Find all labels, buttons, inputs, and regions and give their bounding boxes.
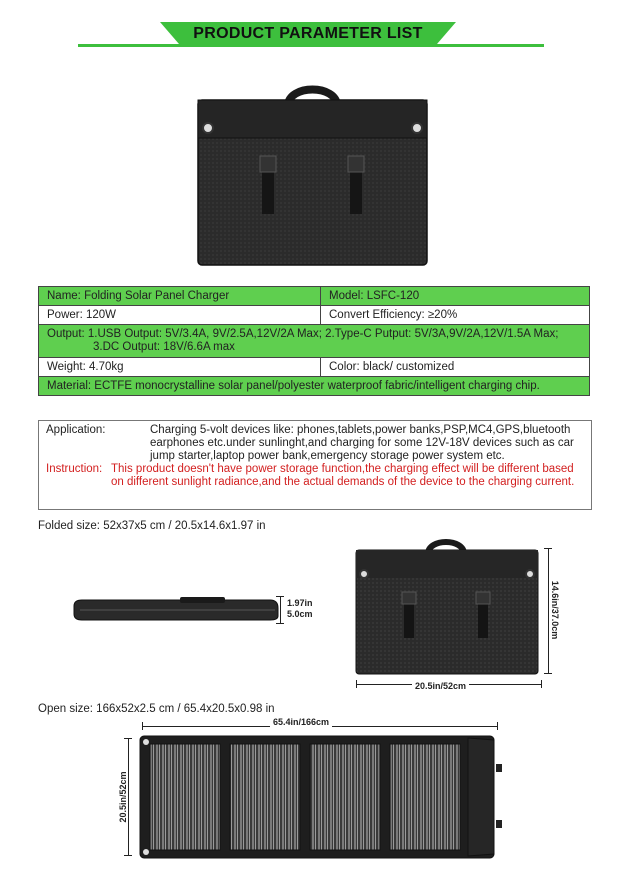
table-row <box>39 306 590 325</box>
instruction-label: Instruction: <box>46 463 103 475</box>
open-height-dim-line <box>128 738 129 856</box>
dim-tick <box>276 596 284 597</box>
thickness-in-label: 1.97in <box>287 598 313 608</box>
thickness-dim-line <box>280 596 281 624</box>
open-panel-photo <box>138 734 510 862</box>
spec-model: Model: LSFC-120 <box>321 287 590 306</box>
spec-output-line1: Output: 1.USB Output: 5V/3.4A, 9V/2.5A,12V/2A Max; 2.Type-C Putput: 5V/3A,9V/2A,12V/1.5A Max; <box>47 328 559 340</box>
solar-panel-cell <box>310 744 380 850</box>
dim-tick <box>497 722 498 730</box>
dim-tick <box>124 738 132 739</box>
folded-width-label: 20.5in/52cm <box>412 681 469 691</box>
folded-height-label: 14.6in/37.0cm <box>550 580 560 640</box>
instruction-text: This product doesn't have power storage function,the charging effect will be different based on different sunlight radiance,and the actual demands of the device to the charging current. <box>111 463 575 488</box>
open-size-caption: Open size: 166x52x2.5 cm / 65.4x20.5x0.98 in <box>38 703 275 715</box>
spec-material: Material: ECTFE monocrystalline solar panel/polyester waterproof fabric/intelligent charging chip. <box>39 377 590 396</box>
table-row <box>39 287 590 306</box>
dim-tick <box>544 548 552 549</box>
dim-tick <box>142 722 143 730</box>
pocket-flap <box>468 738 494 856</box>
thickness-cm-label: 5.0cm <box>287 609 313 619</box>
folded-panel-photo <box>180 78 445 268</box>
height-dim-line <box>548 548 549 674</box>
folded-size-caption: Folded size: 52x37x5 cm / 20.5x14.6x1.97 in <box>38 520 266 532</box>
dim-tick <box>124 855 132 856</box>
dim-tick <box>356 680 357 688</box>
spec-output-line2: 3.DC Output: 18V/6.6A max <box>93 341 235 353</box>
solar-panel-cell <box>150 744 220 850</box>
spec-power: Power: 120W <box>39 306 321 325</box>
open-width-label: 65.4in/166cm <box>270 717 332 727</box>
spec-color: Color: black/ customized <box>321 358 590 377</box>
open-height-label: 20.5in/52cm <box>118 771 128 823</box>
folded-side-view <box>70 596 285 624</box>
grommet <box>203 123 213 133</box>
solar-panel-cell <box>230 744 300 850</box>
dim-tick <box>276 623 284 624</box>
spec-output <box>39 325 590 358</box>
dim-tick <box>544 673 552 674</box>
page-title: PRODUCT PARAMETER LIST <box>193 25 423 42</box>
solar-panel-cell <box>390 744 460 850</box>
application-label: Application: <box>46 424 106 436</box>
folded-front-view <box>352 534 544 676</box>
dim-tick <box>541 680 542 688</box>
table-row <box>39 325 590 358</box>
spec-name: Name: Folding Solar Panel Charger <box>39 287 321 306</box>
spec-table <box>38 286 590 396</box>
table-row <box>39 358 590 377</box>
table-row <box>39 377 590 396</box>
grommet <box>412 123 422 133</box>
spec-weight: Weight: 4.70kg <box>39 358 321 377</box>
application-text: Charging 5-volt devices like: phones,tablets,power banks,PSP,MC4,GPS,bluetooth earphones etc.under sunlinght,and charging for some 12V-18V devices such as car jump starter,laptop power bank,emergency storage power system etc. <box>150 424 574 462</box>
spec-efficiency: Convert Efficiency: ≥20% <box>321 306 590 325</box>
